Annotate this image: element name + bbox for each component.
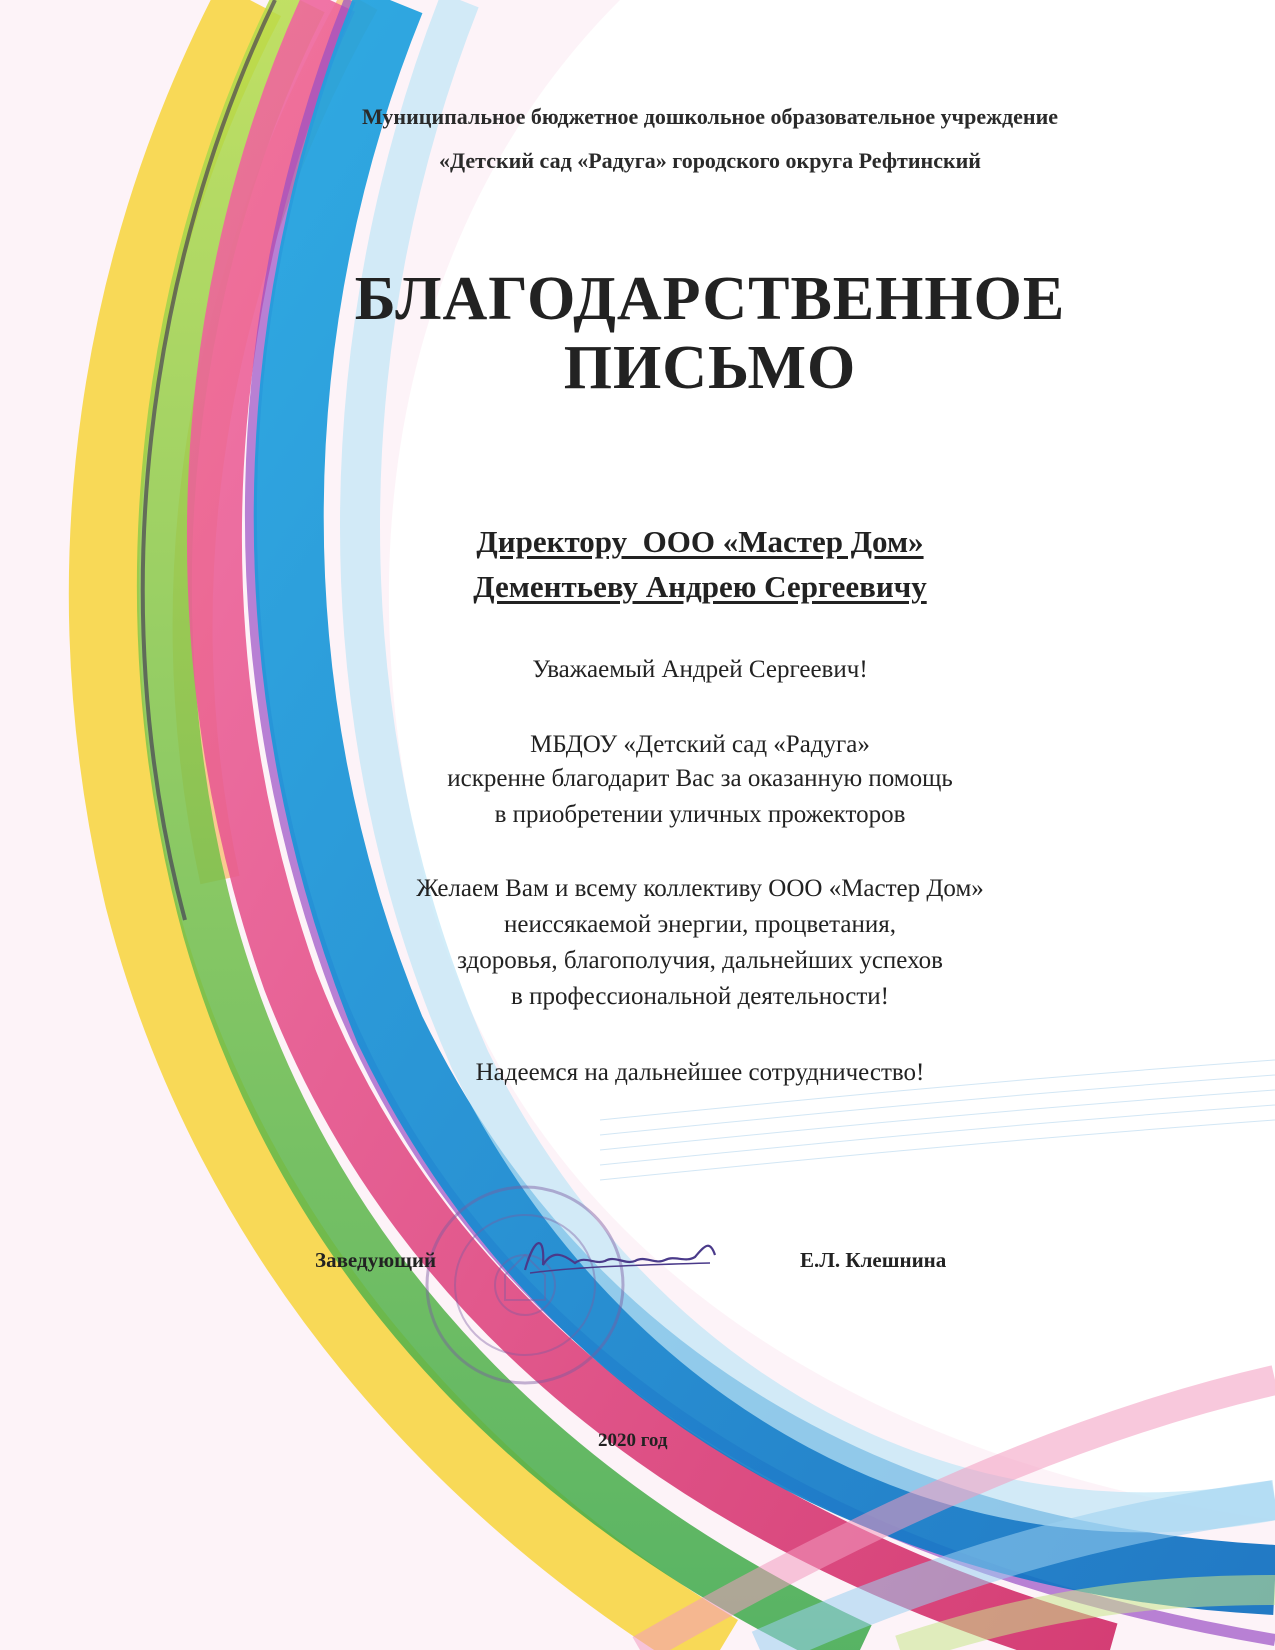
document-title-line2: ПИСЬМО [563,334,857,402]
institution-name-line2: «Детский сад «Радуга» городского округа Рефтинский [439,148,981,173]
wishes-line2: неиссякаемой энергии, процветания, [503,911,897,938]
closing: Надеемся на дальнейшее сотрудничество! [475,1059,925,1086]
handwritten-signature [515,1225,725,1285]
recipient-line2: Дементьеву Андрею Сергеевичу [473,569,927,604]
thanks-line2: искренне благодарит Вас за оказанную помощь [447,765,953,792]
signatory-name: Е.Л. Клешнина [800,1248,947,1272]
official-stamp [420,1180,630,1390]
document-title-line1: БЛАГОДАРСТВЕННОЕ [354,265,1066,333]
thanks-line3: в приобретении уличных прожекторов [494,801,906,828]
greeting: Уважаемый Андрей Сергеевич! [532,656,868,683]
document-year: 2020 год [598,1430,668,1451]
signatory-position: Заведующий [315,1248,437,1272]
wishes-line3: здоровья, благополучия, дальнейших успехов [457,947,943,974]
thanks-line1: МБДОУ «Детский сад «Радуга» [530,731,870,758]
institution-name-line1: Муниципальное бюджетное дошкольное образовательное учреждение [361,104,1059,129]
wishes-line4: в профессиональной деятельности! [511,983,889,1010]
wishes-line1: Желаем Вам и всему коллективу ООО «Мастер Дом» [416,875,984,902]
recipient-line1: Директору ООО «Мастер Дом» [476,524,924,559]
